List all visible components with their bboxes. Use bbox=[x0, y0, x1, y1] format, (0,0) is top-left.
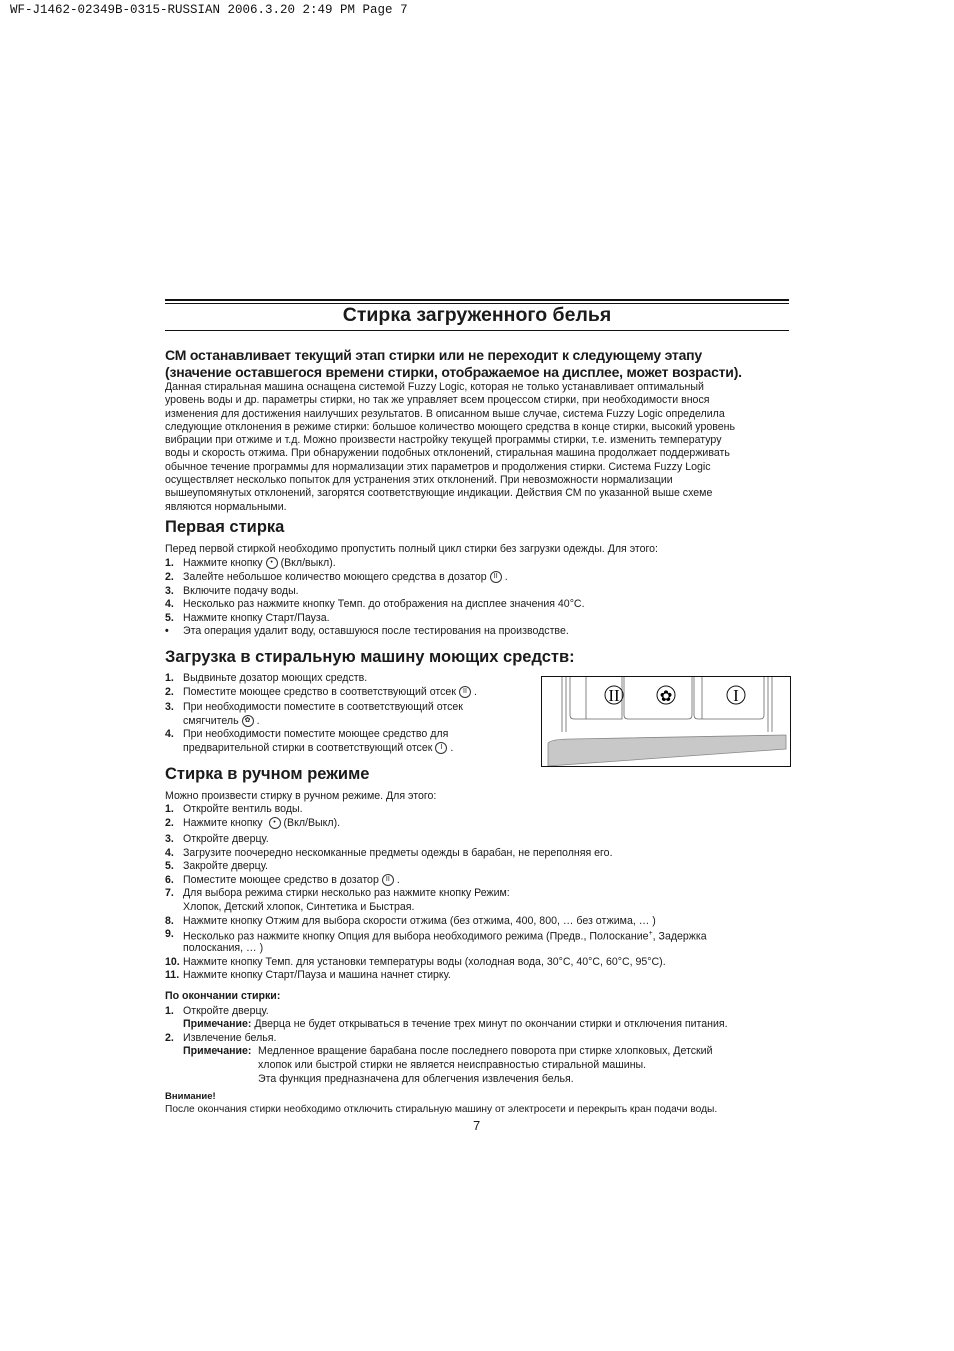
item-text: Нажмите кнопку Отжим для выбора скорости отжима (без отжима, 400, 800, … без отжима, … ) bbox=[183, 915, 656, 927]
item-number: 11. bbox=[165, 969, 180, 981]
power-icon: • bbox=[269, 817, 281, 829]
item-text: Загрузите поочередно нескомканные предметы одежды в барабан, не переполняя его. bbox=[183, 847, 613, 859]
item-text: Нажмите кнопку Темп. для установки температуры воды (холодная вода, 30°C, 40°C, 60°C, 95°C). bbox=[183, 956, 666, 968]
item-text: предварительной стирки в соответствующий отсек bbox=[183, 742, 433, 754]
text-line: следующие отклонения в режиме стирки: большое количество моющего средства в конце стирки, высокий уровень bbox=[165, 420, 736, 433]
first-wash-heading: Первая стирка bbox=[165, 518, 285, 536]
title-rule-top bbox=[165, 299, 789, 301]
item-number: 6. bbox=[165, 874, 174, 886]
item-text: Несколько раз нажмите кнопку Темп. до отображения на дисплее значения 40°C. bbox=[183, 598, 585, 610]
page-title: Стирка загруженного белья bbox=[342, 304, 612, 326]
text-line: обычное течение программы для нормализации этих параметров и продолжения стирки. Система Fuzzy Logic bbox=[165, 460, 711, 473]
text-line: осуществляет несколько попыток для устранения этих отклонений. При невозможности нормализации bbox=[165, 474, 673, 487]
manual-intro: Можно произвести стирку в ручном режиме. Для этого: bbox=[165, 790, 437, 802]
item-number: 2. bbox=[165, 571, 174, 583]
item-text: Извлечение белья. bbox=[183, 1032, 277, 1044]
item-text: Закройте дверцу. bbox=[183, 860, 268, 872]
item-number: 9. bbox=[165, 928, 174, 940]
item-number: 4. bbox=[165, 728, 174, 740]
item-number: 5. bbox=[165, 612, 174, 624]
item-number: 3. bbox=[165, 701, 174, 713]
text-line: уровень воды и др. параметры стирки, но так же управляет всем процессом стирки, при необходимости внося bbox=[165, 394, 710, 407]
item-number: 1. bbox=[165, 672, 174, 684]
intro-paragraph bbox=[165, 381, 735, 514]
item-text: Выдвиньте дозатор моющих средств. bbox=[183, 672, 368, 684]
note-text: Медленное вращение барабана после последнего поворота при стирке хлопковых, Детский bbox=[258, 1045, 713, 1057]
intro-heading: СМ останавливает текущий этап стирки или не переходит к следующему этапу bbox=[165, 347, 703, 363]
main-wash-icon: II bbox=[382, 874, 394, 886]
item-text: . bbox=[504, 571, 508, 583]
item-text: Поместите моющее средство в дозатор bbox=[183, 874, 379, 886]
item-number: 1. bbox=[165, 557, 174, 569]
warning-text: После окончания стирки необходимо отключить стиральную машину от электросети и перекрыть кран подачи воды. bbox=[165, 1104, 718, 1115]
text-line: воды и скорость отжима. При обнаружении подобных отклонений, стиральная машина продолжает поддерживать bbox=[165, 447, 730, 460]
item-text: Откройте вентиль воды. bbox=[183, 803, 303, 815]
note-text: Дверца не будет открываться в течение трех минут по окончании стирки и отключения питания. bbox=[254, 1018, 728, 1030]
item-text: . bbox=[450, 742, 454, 754]
power-icon: • bbox=[266, 557, 278, 569]
item-number: 4. bbox=[165, 847, 174, 859]
prewash-icon: I bbox=[435, 742, 447, 754]
item-text: Залейте небольшое количество моющего средства в дозатор bbox=[183, 571, 487, 583]
print-header: WF-J1462-02349B-0315-RUSSIAN 2006.3.20 2:49 PM Page 7 bbox=[10, 3, 408, 17]
item-text: Несколько раз нажмите кнопку Опция для выбора необходимого режима (Предв., Полоскание bbox=[183, 930, 649, 943]
item-number: 2. bbox=[165, 1032, 174, 1044]
item-text: При необходимости поместите моющее средство для bbox=[183, 728, 449, 740]
manual-heading: Стирка в ручном режиме bbox=[165, 765, 370, 783]
item-number: 3. bbox=[165, 585, 174, 597]
item-text: . bbox=[473, 686, 477, 698]
item-text: (Вкл/Выкл). bbox=[283, 817, 341, 829]
item-bullet: • bbox=[165, 625, 169, 637]
intro-heading: (значение оставшегося времени стирки, отображаемое на дисплее, может возрасти). bbox=[165, 364, 742, 380]
item-text: Откройте дверцу. bbox=[183, 833, 269, 845]
item-number: 2. bbox=[165, 817, 174, 829]
detergent-drawer-illustration bbox=[541, 676, 791, 767]
main-wash-icon: II bbox=[459, 686, 471, 698]
detergent-heading: Загрузка в стиральную машину моющих средств: bbox=[165, 648, 575, 666]
note-text: хлопок или быстрой стирки не является неисправностью стиральной машины. bbox=[258, 1059, 647, 1071]
item-text: полоскания, … ) bbox=[183, 942, 264, 954]
item-text: смягчитель bbox=[183, 715, 239, 727]
item-text: (Вкл/выкл). bbox=[280, 557, 336, 569]
text-line: изменения для достижения наилучших результатов. В описанном выше случае, система Fuzzy Logic определила bbox=[165, 407, 725, 420]
warning-heading: Внимание! bbox=[165, 1091, 216, 1102]
item-text: Хлопок, Детский хлопок, Синтетика и Быстрая. bbox=[183, 901, 415, 913]
text-line: вышеупомянутых отклонений, загорятся соответствующие индикации. Действия СМ по указанной выше схеме bbox=[165, 487, 713, 500]
text-line: являются нормальными. bbox=[165, 500, 287, 513]
item-text: Эта операция удалит воду, оставшуюся после тестирования на производстве. bbox=[183, 625, 569, 637]
item-text: Включите подачу воды. bbox=[183, 585, 299, 597]
item-text: . bbox=[256, 715, 260, 727]
compartment-label-softener: ✿ bbox=[659, 688, 673, 705]
note-label: Примечание: bbox=[183, 1045, 252, 1057]
text-line: Данная стиральная машина оснащена системой Fuzzy Logic, которая не только устанавливает оптимальный bbox=[165, 381, 704, 393]
item-number: 8. bbox=[165, 915, 174, 927]
note-label: Примечание: bbox=[183, 1018, 252, 1030]
item-number: 10. bbox=[165, 956, 180, 968]
text-line: вибрации при отжиме и т.д. Можно произвести настройку текущей программы стирки, т.е. изменить температуру bbox=[165, 434, 722, 447]
compartment-label-prewash: I bbox=[733, 686, 739, 705]
item-number: 2. bbox=[165, 686, 174, 698]
drawer-drawing bbox=[542, 677, 790, 766]
compartment-label-main-wash: II bbox=[608, 686, 620, 705]
item-number: 4. bbox=[165, 598, 174, 610]
item-text: Нажмите кнопку Старт/Пауза. bbox=[183, 612, 330, 624]
item-number: 1. bbox=[165, 1005, 174, 1017]
item-text: Откройте дверцу. bbox=[183, 1005, 269, 1017]
item-number: 3. bbox=[165, 833, 174, 845]
after-heading: По окончании стирки: bbox=[165, 990, 281, 1002]
item-number: 1. bbox=[165, 803, 174, 815]
item-text: Нажмите кнопку bbox=[183, 817, 263, 829]
item-number: 7. bbox=[165, 887, 174, 899]
page-number: 7 bbox=[473, 1118, 481, 1133]
item-text: Нажмите кнопку Старт/Пауза и машина начнет стирку. bbox=[183, 969, 451, 981]
superscript: + bbox=[648, 930, 653, 937]
item-text: Нажмите кнопку bbox=[183, 557, 263, 569]
item-text: , Задержка bbox=[652, 930, 707, 943]
item-text: . bbox=[396, 874, 400, 886]
first-wash-intro: Перед первой стиркой необходимо пропустить полный цикл стирки без загрузки одежды. Для этого: bbox=[165, 543, 658, 555]
item-text: При необходимости поместите в соответствующий отсек bbox=[183, 701, 463, 713]
item-text: Для выбора режима стирки несколько раз нажмите кнопку Режим: bbox=[183, 887, 510, 899]
title-rule-bottom bbox=[165, 330, 789, 331]
item-text: Поместите моющее средство в соответствующий отсек bbox=[183, 686, 456, 698]
item-number: 5. bbox=[165, 860, 174, 872]
softener-icon: ✿ bbox=[242, 715, 254, 727]
note-text: Эта функция предназначена для облегчения извлечения белья. bbox=[258, 1073, 574, 1085]
main-wash-icon: II bbox=[490, 571, 502, 583]
